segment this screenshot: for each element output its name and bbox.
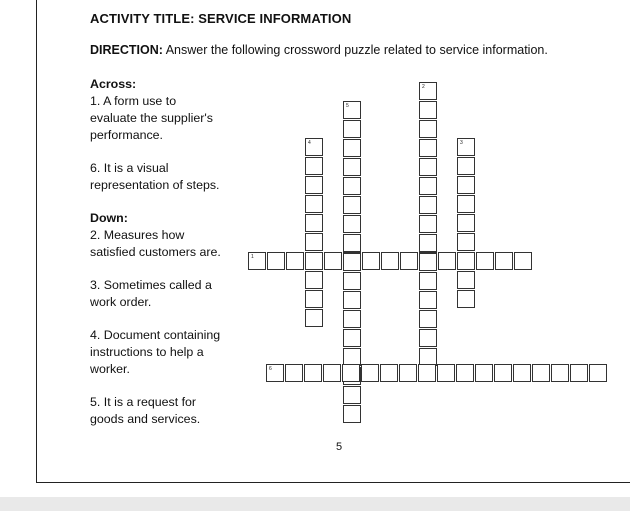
crossword-cell[interactable] [457, 233, 475, 251]
crossword-cell[interactable] [343, 120, 361, 138]
crossword-cell[interactable] [419, 310, 437, 328]
page-number: 5 [336, 441, 343, 453]
crossword-cell[interactable] [570, 364, 588, 382]
crossword-cell[interactable] [343, 253, 361, 271]
crossword-cell[interactable] [323, 364, 341, 382]
crossword-cell[interactable] [343, 310, 361, 328]
down-heading: Down: [90, 211, 128, 225]
across-clue-1-line1: 1. A form use to [90, 94, 177, 108]
crossword-cell[interactable] [419, 120, 437, 138]
crossword-cell[interactable] [438, 252, 456, 270]
crossword-cell[interactable] [343, 101, 361, 119]
clue-number-4-down: 4 [308, 140, 311, 146]
down-clue-4-line3: worker. [90, 362, 130, 376]
down-clue-5 [90, 394, 240, 428]
crossword-cell[interactable] [419, 101, 437, 119]
across-clue-6-line2: representation of steps. [90, 178, 220, 192]
page-bottom-band [0, 497, 630, 511]
crossword-cell[interactable] [399, 364, 417, 382]
crossword-cell[interactable] [532, 364, 550, 382]
down-clue-2-line1: 2. Measures how [90, 228, 185, 242]
crossword-cell[interactable] [305, 195, 323, 213]
crossword-cell[interactable] [457, 176, 475, 194]
crossword-cell[interactable] [343, 215, 361, 233]
crossword-cell[interactable] [343, 405, 361, 423]
crossword-cell[interactable] [248, 252, 266, 270]
crossword-cell[interactable] [514, 252, 532, 270]
crossword-cell[interactable] [419, 234, 437, 252]
crossword-cell[interactable] [456, 364, 474, 382]
crossword-cell[interactable] [362, 252, 380, 270]
crossword-cell[interactable] [419, 196, 437, 214]
crossword-cell[interactable] [475, 364, 493, 382]
crossword-cell[interactable] [400, 252, 418, 270]
crossword-cell[interactable] [419, 272, 437, 290]
down-clue-5-line1: 5. It is a request for [90, 395, 197, 409]
down-clue-2 [90, 227, 240, 261]
down-clue-4-line2: instructions to help a [90, 345, 204, 359]
crossword-cell[interactable] [380, 364, 398, 382]
crossword-cell[interactable] [343, 386, 361, 404]
crossword-cell[interactable] [266, 364, 284, 382]
across-clue-1 [90, 93, 240, 144]
clue-number-1-across: 1 [251, 254, 254, 260]
crossword-cell[interactable] [305, 290, 323, 308]
clue-number-2-down: 2 [422, 84, 425, 90]
clue-number-6-across: 6 [269, 366, 272, 372]
crossword-cell[interactable] [457, 138, 475, 156]
clue-number-5-down: 5 [346, 103, 349, 109]
crossword-cell[interactable] [304, 364, 322, 382]
crossword-cell[interactable] [286, 252, 304, 270]
clue-number-3-down: 3 [460, 140, 463, 146]
crossword-cell[interactable] [305, 233, 323, 251]
crossword-cell[interactable] [305, 214, 323, 232]
crossword-cell[interactable] [343, 177, 361, 195]
down-clue-2-line2: satisfied customers are. [90, 245, 221, 259]
crossword-cell[interactable] [457, 290, 475, 308]
crossword-cell[interactable] [419, 215, 437, 233]
across-clue-1-line3: performance. [90, 128, 164, 142]
across-clue-1-line2: evaluate the supplier's [90, 111, 213, 125]
direction-text: Answer the following crossword puzzle related to service information. [162, 43, 548, 57]
crossword-cell[interactable] [361, 364, 379, 382]
down-clue-3-line1: 3. Sometimes called a [90, 278, 212, 292]
crossword-cell[interactable] [494, 364, 512, 382]
crossword-cell[interactable] [343, 291, 361, 309]
crossword-cell[interactable] [305, 157, 323, 175]
crossword-cell[interactable] [419, 253, 437, 271]
crossword-cell[interactable] [457, 271, 475, 289]
down-clue-4 [90, 327, 240, 378]
crossword-cell[interactable] [589, 364, 607, 382]
across-heading: Across: [90, 77, 137, 91]
across-clue-6 [90, 160, 240, 194]
crossword-cell[interactable] [305, 252, 323, 270]
crossword-cell[interactable] [418, 364, 436, 382]
crossword-cell[interactable] [419, 139, 437, 157]
down-clue-3 [90, 277, 240, 311]
crossword-cell[interactable] [457, 214, 475, 232]
crossword-cell[interactable] [343, 272, 361, 290]
crossword-cell[interactable] [419, 158, 437, 176]
crossword-cell[interactable] [495, 252, 513, 270]
crossword-cell[interactable] [437, 364, 455, 382]
crossword-cell[interactable] [513, 364, 531, 382]
crossword-cell[interactable] [457, 157, 475, 175]
crossword-cell[interactable] [551, 364, 569, 382]
direction-label: DIRECTION: [90, 43, 163, 57]
crossword-cell[interactable] [285, 364, 303, 382]
crossword-cell[interactable] [419, 291, 437, 309]
crossword-cell[interactable] [267, 252, 285, 270]
activity-title: ACTIVITY TITLE: SERVICE INFORMATION [90, 11, 352, 26]
crossword-cell[interactable] [381, 252, 399, 270]
crossword-cell[interactable] [305, 138, 323, 156]
crossword-cell[interactable] [343, 234, 361, 252]
crossword-cell[interactable] [324, 252, 342, 270]
crossword-cell[interactable] [343, 196, 361, 214]
crossword-cell[interactable] [305, 309, 323, 327]
direction-line [90, 43, 548, 57]
crossword-cell[interactable] [419, 329, 437, 347]
crossword-cell[interactable] [476, 252, 494, 270]
crossword-cell[interactable] [343, 139, 361, 157]
clue-list [90, 76, 240, 428]
down-clue-5-line2: goods and services. [90, 412, 201, 426]
crossword-cell[interactable] [419, 82, 437, 100]
crossword-cell[interactable] [343, 158, 361, 176]
crossword-cell[interactable] [343, 329, 361, 347]
crossword-cell[interactable] [305, 176, 323, 194]
crossword-cell[interactable] [342, 364, 360, 382]
down-clue-4-line1: 4. Document containing [90, 328, 221, 342]
crossword-cell[interactable] [305, 271, 323, 289]
crossword-cell[interactable] [457, 195, 475, 213]
crossword-cell[interactable] [457, 252, 475, 270]
across-clue-6-line1: 6. It is a visual [90, 161, 169, 175]
down-clue-3-line2: work order. [90, 295, 152, 309]
crossword-cell[interactable] [419, 177, 437, 195]
